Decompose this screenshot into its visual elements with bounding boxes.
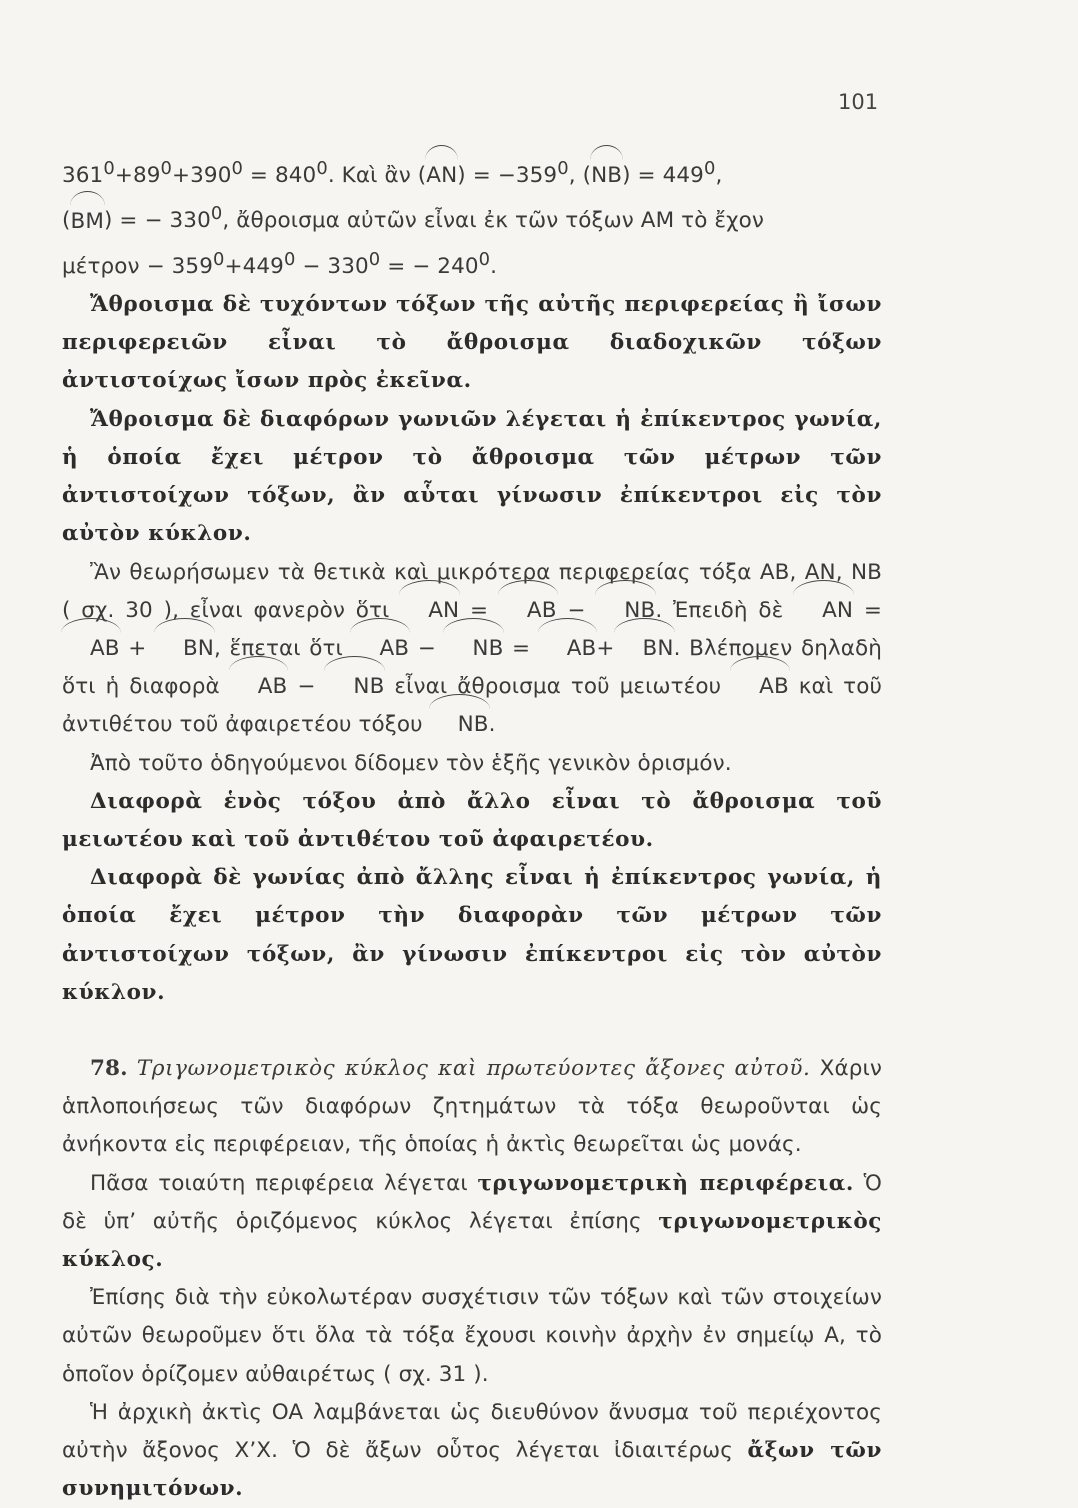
paragraph-cosine-axis [62,1394,882,1508]
paragraph-difference-example [62,554,882,745]
paragraph-lead-in: Ἀπὸ τοῦτο ὁδηγούμενοι δίδομεν τὸν ἑξῆς γενικὸν ὁρισμόν. [90,750,732,776]
text: , ἕπεται ὅτι [213,635,352,661]
degree-sup: 0 [210,203,223,225]
eq-text: = 840 [242,163,317,189]
arc: AB [230,668,288,706]
arc: AB [731,668,789,706]
definition-sum-angles: Ἄθροισμα δὲ διαφόρων γωνιῶν λέγεται ἡ ἐπίκεντρος γωνία, ἡ ὁποία ἔχει μέτρον τὸ ἄθροισμα τῶν μέτρων τῶν ἀντιστοίχων τόξων, ἂν αὗται γίνωσιν ἐπίκεντροι εἰς τὸν αὐτὸν κύκλον. [62,406,882,547]
text: Ἂν θεωρήσωμεν τὰ θετικὰ καὶ μικρότερα περιφερείας τόξα AB, AN, NB ( σχ. 30 ), εἶναι φανερὸν ὅτι [62,559,882,623]
page-body [62,150,882,1508]
definition-difference-arcs: Διαφορὰ ἑνὸς τόξου ἀπὸ ἄλλο εἶναι τὸ ἄθροισμα τοῦ μειωτέου καὶ τοῦ ἀντιθέτου τοῦ ἀφαιρετέου. [62,788,882,852]
arc: NB [596,592,655,630]
text: Ἡ ἀρχικὴ ἀκτὶς OA λαμβάνεται ὡς διευθύνον ἄνυσμα τοῦ περιέχοντος αὐτὴν ἄξονος X’X. Ὁ δὲ ἄξων οὗτος λέγεται ἰδιαιτέρως [62,1399,882,1463]
degree-sup: 0 [703,158,716,179]
eq-text: , [715,163,723,189]
arc: NB [325,668,384,706]
section-78 [62,1050,882,1165]
text: − [409,635,445,661]
text: − [287,674,326,700]
equation-line-1 [62,150,882,195]
equation-line-2 [62,195,882,240]
degree-sup: 0 [368,248,381,270]
arc: AB [62,630,120,668]
eq-text: = − 240 [380,253,479,279]
eq-text: , ( [568,163,592,189]
degree-sup: 0 [231,158,243,179]
text: . Ἐπειδὴ δὲ [655,597,795,623]
eq-text: +89 [114,163,161,189]
text: + [596,635,615,661]
section-title: Τριγωνομετρικὸς κύκλος καὶ πρωτεύοντες ἄξονες αὐτοῦ. [136,1055,811,1081]
arc-an: AN [426,157,457,195]
text: καὶ τοῦ ἀντιθέτου τοῦ ἀφαιρετέου τόξου [62,674,882,738]
eq-text: ) = −359 [457,163,558,189]
paragraph-common-origin: Ἐπίσης διὰ τὴν εὐκολωτέραν συσχέτισιν τῶν τόξων καὶ τῶν στοιχείων αὐτῶν θεωροῦμεν ὅτι ὅλα τὰ τόξα ἔχουσι κοινὴν ἀρχὴν ἐν σημείῳ A, τὸ ὁποῖον ὁρίζομεν αὐθαιρέτως ( σχ. 31 ). [62,1285,882,1387]
arc: AN [400,592,459,630]
text: εἶναι ἄθροισμα τοῦ μειωτέου [384,674,732,700]
eq-text: 361 [62,163,104,189]
degree-sup: 0 [557,158,569,179]
arc-nb: NB [591,157,622,195]
paragraph-trig-circle [62,1165,882,1280]
text: = [459,597,499,623]
text: Πᾶσα τοιαύτη περιφέρεια λέγεται [90,1170,478,1196]
arc: AB [351,630,409,668]
degree-sup: 0 [212,248,225,270]
degree-sup: 0 [316,158,328,179]
arc: AN [794,592,853,630]
arc: BN [615,630,674,668]
text: Ὁ δὲ ὑπ’ αὐτῆς ὁριζόμενος κύκλος λέγεται ἐπίσης [62,1170,882,1234]
text: . Βλέπομεν δηλαδὴ ὅτι ἡ διαφορὰ [62,635,883,700]
text: = [503,635,539,661]
definition-sum-arcs: Ἄθροισμα δὲ τυχόντων τόξων τῆς αὐτῆς περιφερείας ἢ ἴσων περιφερειῶν εἶναι τὸ ἄθροισμα διαδοχικῶν τόξων ἀντιστοίχως ἴσων πρὸς ἐκεῖνα. [62,292,882,394]
eq-text: +449 [224,253,284,279]
page-number: 101 [838,90,879,114]
eq-text: ) = 449 [622,163,704,189]
arc-bm: BM [71,203,105,241]
term-trig-circle: τριγωνομετρικὸς κύκλος. [62,1208,882,1272]
degree-sup: 0 [103,158,115,179]
degree-sup: 0 [478,248,491,270]
arc: BN [155,630,214,668]
arc: NB [444,630,503,668]
text: = [853,597,883,623]
term-trig-periphery: τριγωνομετρικὴ περιφέρεια. [477,1170,854,1196]
text: . [488,712,496,738]
eq-text: ( [62,208,71,234]
eq-text: , ἄθροισμα αὐτῶν εἶναι ἐκ τῶν τόξων AM τὸ ἔχον [222,208,765,234]
section-gap [62,1012,882,1050]
arc: AB [539,630,597,668]
definition-difference-angles: Διαφορὰ δὲ γωνίας ἀπὸ ἄλλης εἶναι ἡ ἐπίκεντρος γωνία, ἡ ὁποία ἔχει μέτρον τὴν διαφορὰν τῶν μέτρων τῶν ἀντιστοίχων τόξων, ἂν γίνωσιν ἐπίκεντροι εἰς τὸν αὐτὸν κύκλον. [62,865,882,1005]
eq-text: . Καὶ ἂν ( [327,163,427,189]
eq-text: μέτρον − 359 [62,253,213,279]
arc: AB [499,592,557,630]
eq-text: − 330 [295,253,369,279]
text: + [119,635,155,661]
arc: NB [430,706,489,744]
eq-text: . [490,253,498,279]
eq-text: +390 [172,163,232,189]
eq-text: ) = − 330 [104,208,211,234]
equation-line-3 [62,241,882,286]
section-text: Χάριν ἁπλοποιήσεως τῶν διαφόρων ζητημάτων τὰ τόξα θεωροῦνται ὡς ἀνήκοντα εἰς περιφέρειαν, τῆς ὁποίας ἡ ἀκτὶς θεωρεῖται ὡς μονάς. [62,1055,882,1158]
text: − [556,597,597,623]
term-cosine-axis: ἄξων τῶν συνημιτόνων. [62,1437,882,1502]
degree-sup: 0 [283,248,296,270]
degree-sup: 0 [160,158,173,179]
section-number: 78. [90,1055,128,1081]
